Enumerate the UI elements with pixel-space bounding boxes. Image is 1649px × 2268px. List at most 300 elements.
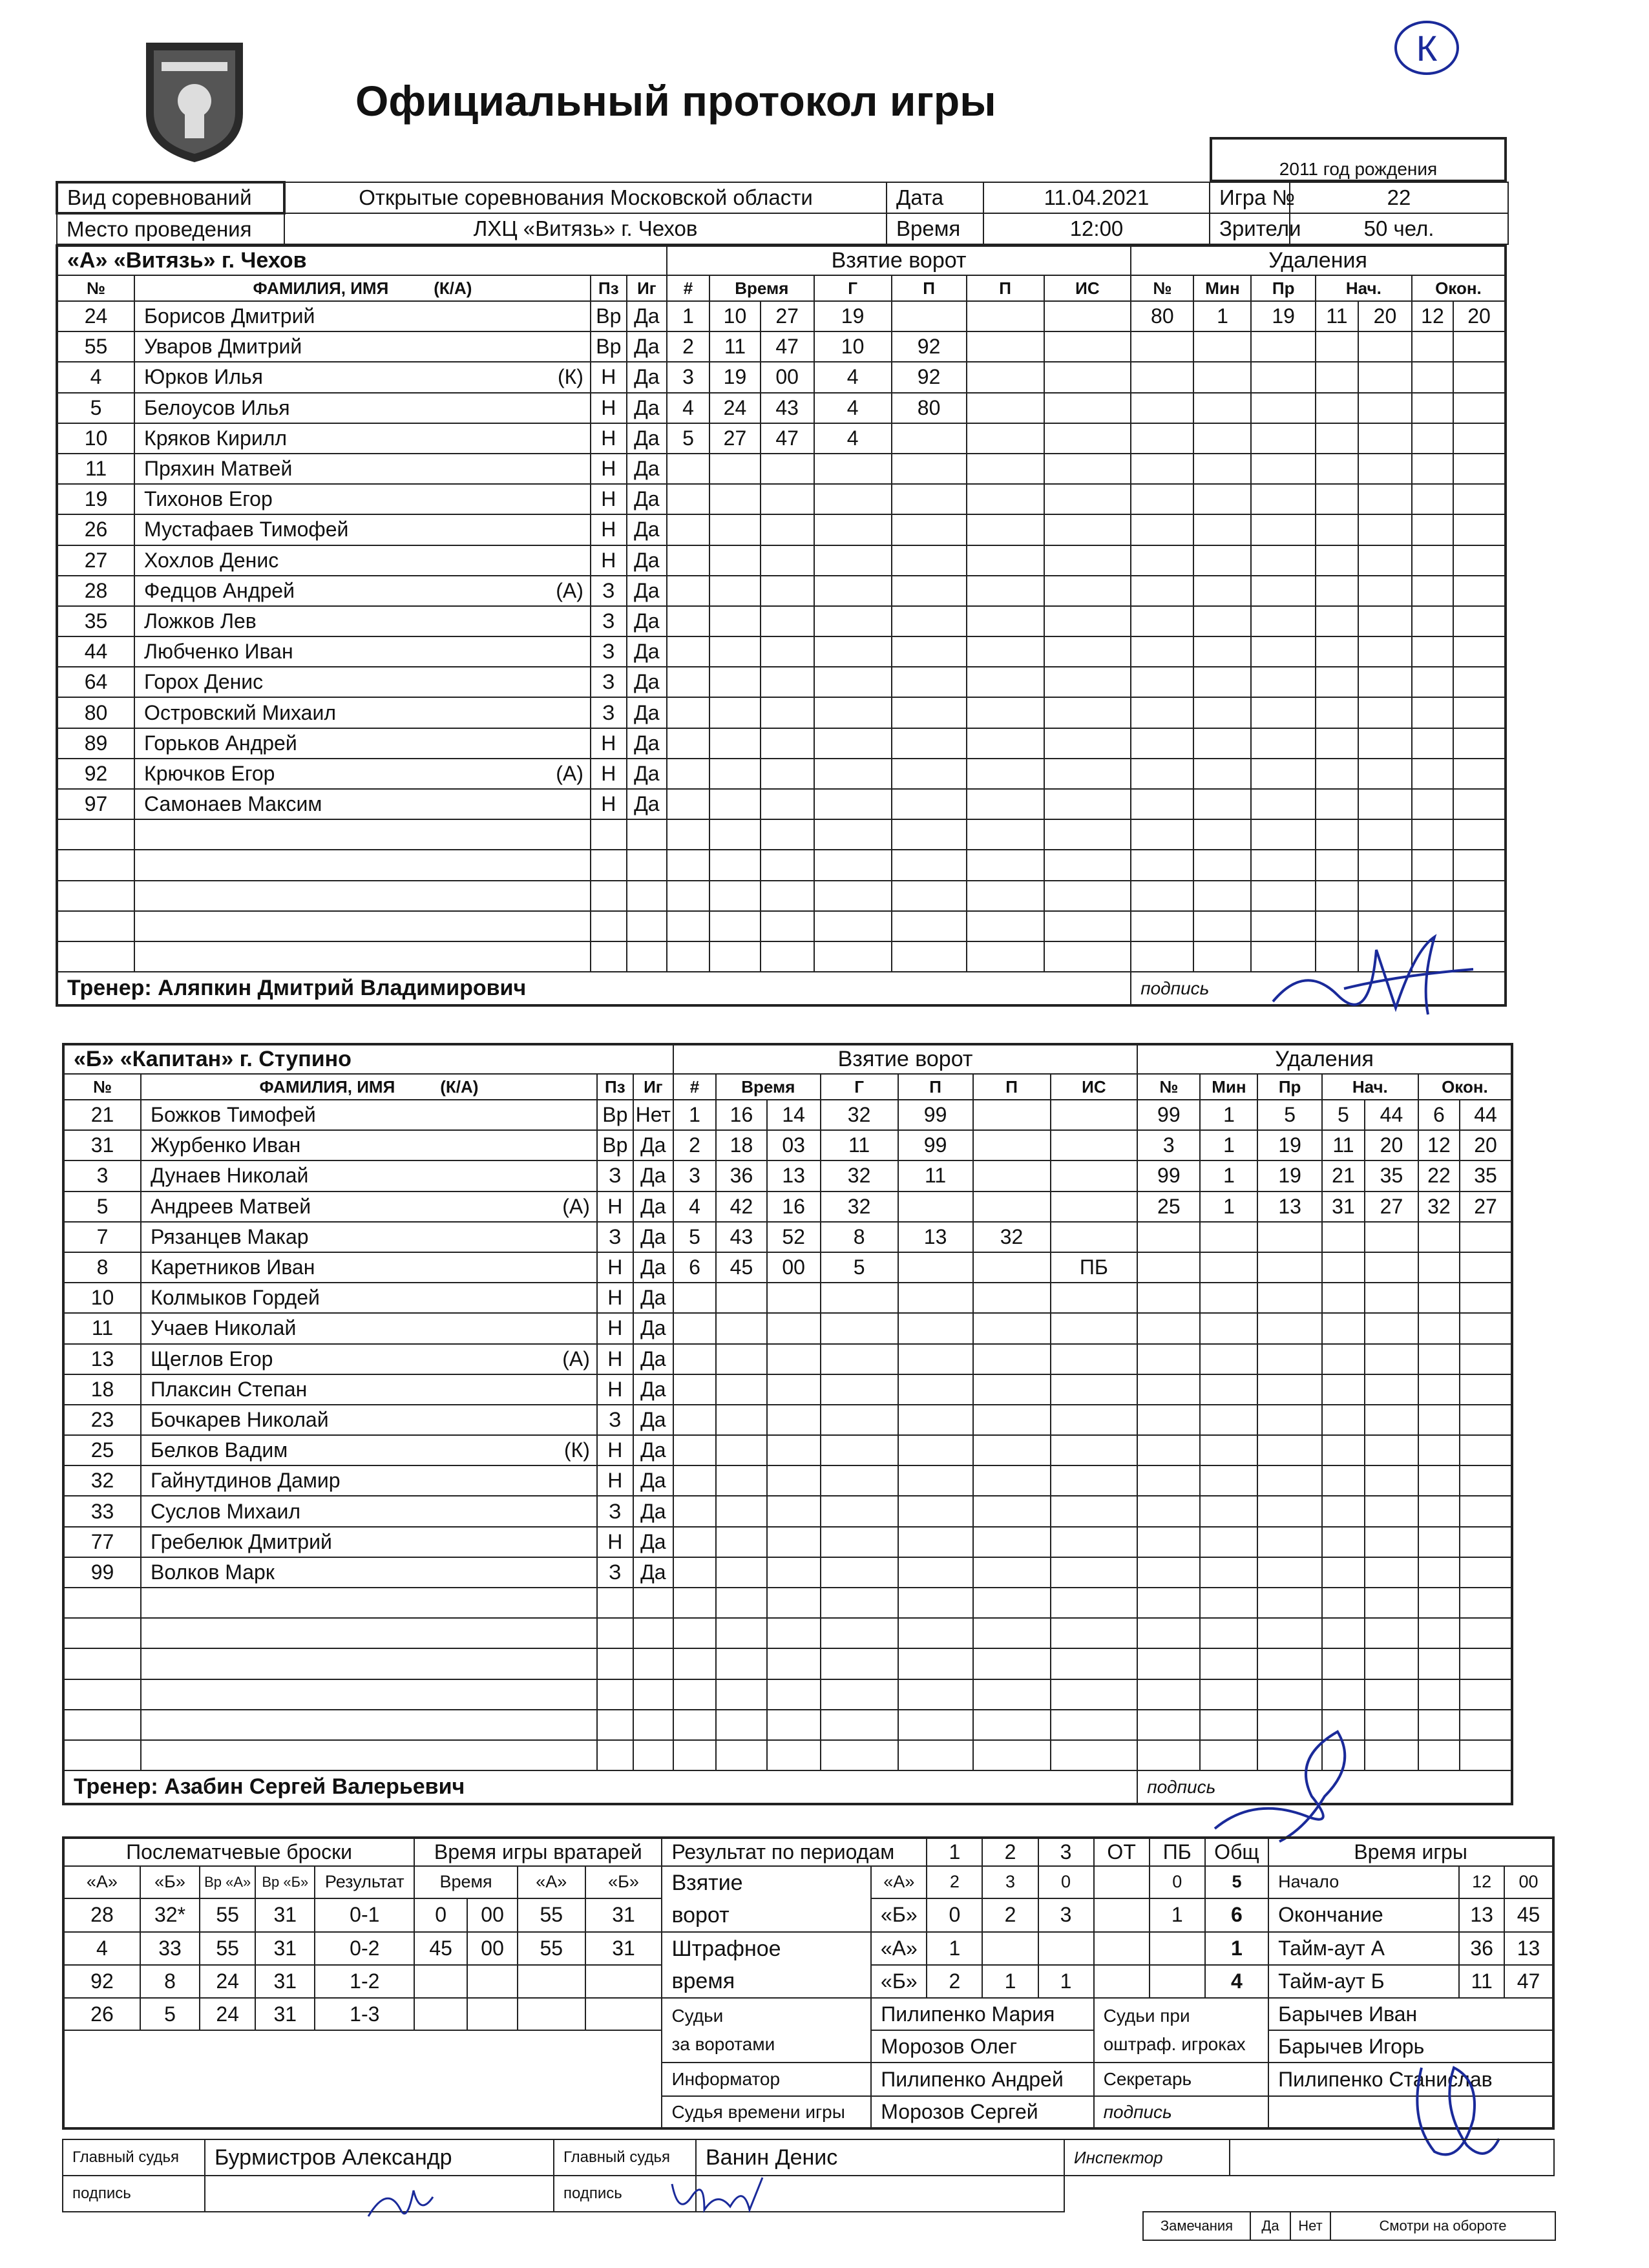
player-position: Н (597, 1192, 633, 1222)
goal-number (673, 1527, 716, 1557)
timeout-a-label: Тайм-аут А (1268, 1932, 1459, 1965)
player-name-text: Белков Вадим (151, 1438, 288, 1462)
gt-blank-1 (414, 1965, 467, 1998)
col-name (141, 1074, 597, 1100)
col-no: № (63, 1074, 141, 1100)
goal-scorer (814, 454, 892, 484)
so-1-gka: 55 (200, 1898, 255, 1932)
goal-assist-2 (973, 1374, 1051, 1405)
goal-situation (1051, 1344, 1138, 1374)
penalty-player (1131, 941, 1193, 972)
goal-min (709, 911, 761, 941)
player-number: 4 (57, 362, 134, 392)
timeout-a-m: 36 (1459, 1932, 1504, 1965)
penalty-min (1193, 697, 1251, 728)
penalty-player (1137, 1222, 1200, 1252)
goal-assist-2 (973, 1527, 1051, 1557)
goal-assist-1 (892, 911, 967, 941)
goal-scorer (821, 1313, 898, 1343)
penalty-start-min: 11 (1316, 301, 1358, 331)
player-number: 19 (57, 484, 134, 514)
goal-assist-1 (898, 1679, 973, 1710)
team-a-row (57, 819, 1506, 850)
goal-assist-1 (892, 484, 967, 514)
goal-number (667, 728, 709, 759)
penalty-end-sec (1453, 759, 1506, 789)
so-1-b: 32* (140, 1898, 200, 1932)
goal-number (667, 911, 709, 941)
player-played: Да (633, 1465, 673, 1496)
player-position (597, 1588, 633, 1618)
player-name-text: Андреев Матвей (151, 1194, 311, 1218)
gt-blank-4 (585, 1965, 662, 1998)
player-number (63, 1679, 141, 1710)
goal-scorer: 11 (821, 1130, 898, 1160)
goal-assist-2 (967, 759, 1044, 789)
player-name-text: Гребелюк Дмитрий (151, 1529, 332, 1553)
penalty-player (1131, 454, 1193, 484)
goal-number (673, 1283, 716, 1313)
pim-b-pb (1150, 1965, 1205, 1998)
team-a-row (57, 545, 1506, 576)
goal-situation (1044, 789, 1131, 819)
date-label: Дата (887, 182, 983, 213)
penalty-reason (1257, 1527, 1321, 1557)
team-a-penalties-title: Удаления (1131, 246, 1506, 275)
goal-assist-2 (967, 636, 1044, 667)
pim-b-2: 1 (982, 1965, 1038, 1998)
player-number: 8 (63, 1252, 141, 1283)
penalty-start-sec (1358, 697, 1412, 728)
penalty-start-min (1316, 697, 1358, 728)
player-name-text: Борисов Дмитрий (144, 304, 315, 328)
pim-b-total: 4 (1205, 1965, 1268, 1998)
goal-scorer: 32 (821, 1160, 898, 1191)
penalty-min (1200, 1252, 1257, 1283)
goal-assist-2 (973, 1710, 1051, 1740)
goal-situation (1044, 667, 1131, 697)
penalty-min (1193, 606, 1251, 636)
penalty-reason (1251, 454, 1315, 484)
team-a-row (57, 850, 1506, 880)
player-position: Н (591, 759, 627, 789)
goals-team-a: «А» (871, 1866, 927, 1898)
goal-situation (1044, 911, 1131, 941)
player-played: Да (627, 759, 667, 789)
team-a-row (57, 759, 1506, 789)
player-name (141, 1192, 597, 1222)
goal-number (673, 1618, 716, 1648)
game-start-m: 00 (1504, 1866, 1553, 1898)
player-name-text: Каретников Иван (151, 1255, 315, 1279)
col-hash: # (673, 1074, 716, 1100)
penalty-start-min: 21 (1322, 1160, 1365, 1191)
penalty-end-sec (1460, 1252, 1512, 1283)
goal-assist-1 (892, 667, 967, 697)
goal-scorer (814, 484, 892, 514)
penalty-start-sec (1365, 1313, 1418, 1343)
goal-situation (1044, 819, 1131, 850)
col-time: Время (709, 275, 814, 301)
goal-sec (761, 697, 814, 728)
penalty-start-sec (1358, 606, 1412, 636)
player-position: Н (591, 789, 627, 819)
col-time: Время (716, 1074, 820, 1100)
penalty-end-sec: 20 (1453, 301, 1506, 331)
penalty-start-min (1316, 606, 1358, 636)
penalty-end-sec: 20 (1460, 1130, 1512, 1160)
goal-sec (767, 1496, 821, 1526)
player-position: Н (597, 1465, 633, 1496)
goal-assist-2 (973, 1405, 1051, 1435)
player-position: Н (597, 1313, 633, 1343)
goal-sec: 47 (761, 331, 814, 362)
penalty-end-sec (1453, 789, 1506, 819)
penalty-start-sec (1365, 1496, 1418, 1526)
penalty-reason: 19 (1257, 1160, 1321, 1191)
pim-a-2 (982, 1932, 1038, 1965)
goal-number (667, 941, 709, 972)
penalty-end-sec (1460, 1679, 1512, 1710)
player-position (591, 881, 627, 911)
goal-number (673, 1679, 716, 1710)
col-no: № (57, 275, 134, 301)
goal-assist-2 (967, 697, 1044, 728)
inspector-box (1064, 2139, 1555, 2176)
penalty-reason (1251, 697, 1315, 728)
player-name-text: Суслов Михаил (151, 1499, 301, 1523)
player-name (141, 1679, 597, 1710)
goal-situation (1051, 1496, 1138, 1526)
goal-assist-2 (973, 1192, 1051, 1222)
penalty-start-sec (1365, 1252, 1418, 1283)
head-ref-2-signature (666, 2171, 769, 2226)
goal-min: 10 (709, 301, 761, 331)
goal-assist-2 (967, 728, 1044, 759)
player-role: (А) (562, 1194, 590, 1218)
goalie-col-time: Время (414, 1866, 518, 1898)
col-pr: Пр (1251, 275, 1315, 301)
player-position: З (591, 667, 627, 697)
penalty-start-sec (1358, 850, 1412, 880)
goal-min (716, 1496, 767, 1526)
penalty-end-min (1418, 1740, 1460, 1770)
player-number: 33 (63, 1496, 141, 1526)
goal-sec (761, 636, 814, 667)
goal-scorer (814, 636, 892, 667)
goal-min: 45 (716, 1252, 767, 1283)
goal-number: 3 (667, 362, 709, 392)
player-number: 11 (63, 1313, 141, 1343)
player-position: Н (597, 1527, 633, 1557)
gt-blank-2 (467, 1965, 518, 1998)
player-name-text: Тихонов Егор (144, 487, 273, 511)
goal-situation (1051, 1405, 1138, 1435)
penalty-start-min (1322, 1648, 1365, 1679)
goal-scorer: 10 (814, 331, 892, 362)
timeout-a-s: 13 (1504, 1932, 1553, 1965)
player-name-text: Любченко Иван (144, 640, 293, 664)
penalty-min (1193, 545, 1251, 576)
goals-label-1: Взятие (671, 1871, 743, 1895)
goal-assist-2 (973, 1648, 1051, 1679)
player-name (134, 850, 591, 880)
player-played: Да (633, 1252, 673, 1283)
gt-1-a: 55 (518, 1898, 585, 1932)
player-number: 25 (63, 1435, 141, 1465)
head-referees (62, 2139, 1065, 2212)
goal-situation (1051, 1130, 1138, 1160)
penalty-reason (1257, 1374, 1321, 1405)
goal-sec (767, 1527, 821, 1557)
player-role: (К) (557, 365, 583, 389)
penalty-player (1137, 1557, 1200, 1588)
penalty-start-sec (1358, 759, 1412, 789)
goal-min: 24 (709, 393, 761, 423)
player-name-text: Пряхин Матвей (144, 457, 293, 481)
player-position: Н (591, 545, 627, 576)
player-name (141, 1557, 597, 1588)
penalty-end-sec (1453, 576, 1506, 606)
penalty-start-min (1322, 1344, 1365, 1374)
penalty-start-min (1316, 759, 1358, 789)
goal-number (673, 1435, 716, 1465)
informer: Пилипенко Андрей (871, 2063, 1093, 2096)
team-b-row (63, 1527, 1512, 1557)
penalty-end-min (1412, 362, 1453, 392)
goals-b-2: 2 (982, 1898, 1038, 1932)
gt-2-b: 31 (585, 1932, 662, 1965)
penalty-player (1131, 514, 1193, 545)
goal-min (716, 1405, 767, 1435)
goal-scorer (814, 697, 892, 728)
penalty-judge-2: Барычев Игорь (1268, 2030, 1553, 2063)
player-position: З (597, 1496, 633, 1526)
goal-assist-2 (967, 789, 1044, 819)
goal-sec (761, 454, 814, 484)
penalty-min (1193, 514, 1251, 545)
goal-assist-2 (973, 1435, 1051, 1465)
penalty-player (1137, 1435, 1200, 1465)
goal-situation (1051, 1679, 1138, 1710)
player-played: Да (627, 454, 667, 484)
goal-scorer (821, 1496, 898, 1526)
goal-sec (761, 881, 814, 911)
player-number: 11 (57, 454, 134, 484)
player-name (134, 819, 591, 850)
penalty-start-min (1322, 1252, 1365, 1283)
penalty-start-min (1322, 1374, 1365, 1405)
player-number (63, 1648, 141, 1679)
penalty-reason (1257, 1283, 1321, 1313)
goal-assist-1 (892, 636, 967, 667)
goal-sec: 13 (767, 1160, 821, 1191)
player-position (597, 1679, 633, 1710)
penalty-start-min (1322, 1557, 1365, 1588)
penalty-reason (1251, 484, 1315, 514)
goal-situation (1044, 850, 1131, 880)
goal-sec (767, 1710, 821, 1740)
player-position: Н (591, 514, 627, 545)
penalty-end-min (1412, 514, 1453, 545)
penalty-end-min (1418, 1435, 1460, 1465)
goal-number: 2 (673, 1130, 716, 1160)
player-played: Да (627, 667, 667, 697)
team-a-row (57, 454, 1506, 484)
penalty-min (1200, 1648, 1257, 1679)
gt-2-sec: 00 (467, 1932, 518, 1965)
penalty-end-min (1418, 1465, 1460, 1496)
goal-assist-1 (892, 850, 967, 880)
player-name (134, 667, 591, 697)
penalty-start-min (1322, 1405, 1365, 1435)
penalty-player (1131, 331, 1193, 362)
player-name-text: Горох Денис (144, 670, 264, 694)
goal-min (709, 514, 761, 545)
head-ref-sign-label-2: подпись (554, 2176, 696, 2212)
player-position (591, 911, 627, 941)
gt-2-min: 45 (414, 1932, 467, 1965)
penalty-end-min (1418, 1252, 1460, 1283)
penalty-end-min (1412, 667, 1453, 697)
penalty-start-min (1322, 1679, 1365, 1710)
penalty-player (1131, 636, 1193, 667)
goal-situation (1051, 1527, 1138, 1557)
penalty-start-min (1316, 331, 1358, 362)
goal-assist-1 (892, 789, 967, 819)
player-played: Да (627, 789, 667, 819)
goal-sec: 52 (767, 1222, 821, 1252)
player-name (141, 1313, 597, 1343)
head-ref-1-signature (362, 2178, 439, 2232)
player-played (633, 1618, 673, 1648)
goals-b-pb: 1 (1150, 1898, 1205, 1932)
penalty-start-min (1316, 362, 1358, 392)
player-name (141, 1252, 597, 1283)
goal-number (667, 514, 709, 545)
goal-assist-1 (898, 1252, 973, 1283)
goal-sec: 27 (761, 301, 814, 331)
player-played (627, 941, 667, 972)
goal-min: 19 (709, 362, 761, 392)
so-3-res: 1-2 (315, 1965, 414, 1998)
penalty-start-min (1316, 484, 1358, 514)
goal-situation (1051, 1588, 1138, 1618)
player-played (633, 1740, 673, 1770)
period-col-2: 2 (982, 1838, 1038, 1866)
team-b-row (63, 1160, 1512, 1191)
goal-scorer: 4 (814, 423, 892, 454)
so-4-gkb: 31 (255, 1998, 315, 2030)
goal-situation (1051, 1374, 1138, 1405)
goal-assist-1 (898, 1527, 973, 1557)
penalty-start-min (1316, 545, 1358, 576)
player-number: 32 (63, 1465, 141, 1496)
penalty-min (1193, 819, 1251, 850)
goal-sec: 16 (767, 1192, 821, 1222)
player-number: 80 (57, 697, 134, 728)
goal-assist-1 (898, 1344, 973, 1374)
team-b-signature-label: подпись (1137, 1770, 1512, 1804)
penalty-start-sec (1365, 1374, 1418, 1405)
penalty-start-min (1322, 1283, 1365, 1313)
penalty-start-sec (1365, 1344, 1418, 1374)
remarks-no[interactable]: Нет (1290, 2212, 1330, 2240)
player-position: З (597, 1557, 633, 1588)
goal-min (709, 576, 761, 606)
goal-scorer (814, 881, 892, 911)
goal-judge-2: Морозов Олег (871, 2030, 1093, 2063)
goal-number (667, 484, 709, 514)
penalty-start-sec (1365, 1588, 1418, 1618)
player-position: Вр (597, 1100, 633, 1130)
goal-number (667, 454, 709, 484)
penalty-end-min (1412, 850, 1453, 880)
col-p1: П (898, 1074, 973, 1100)
goal-situation (1051, 1740, 1138, 1770)
shootout-col-gk-b: Вр «Б» (255, 1866, 315, 1898)
player-position: Н (591, 393, 627, 423)
player-name (141, 1710, 597, 1740)
goal-judge-1: Пилипенко Мария (871, 1998, 1093, 2030)
so-3-b: 8 (140, 1965, 200, 1998)
penalty-reason (1257, 1465, 1321, 1496)
date: 11.04.2021 (983, 182, 1210, 213)
player-name (134, 789, 591, 819)
penalty-judges-label-2: оштраф. игроках (1103, 2034, 1246, 2054)
head-ref-label-2: Главный судья (554, 2139, 696, 2176)
penalty-start-sec (1358, 362, 1412, 392)
goal-situation (1044, 576, 1131, 606)
col-pz: Пз (597, 1074, 633, 1100)
player-name-text: Мустафаев Тимофей (144, 518, 349, 541)
penalty-reason (1251, 331, 1315, 362)
player-position (591, 819, 627, 850)
penalty-end-sec (1453, 667, 1506, 697)
penalty-end-min (1418, 1527, 1460, 1557)
penalty-start-min (1322, 1465, 1365, 1496)
goal-situation (1044, 393, 1131, 423)
col-name-label: ФАМИЛИЯ, ИМЯ (259, 1076, 395, 1097)
col-start: Нач. (1322, 1074, 1418, 1100)
timekeeper-label: Судья времени игры (662, 2096, 871, 2128)
goal-situation (1044, 881, 1131, 911)
goal-situation (1051, 1313, 1138, 1343)
col-g: Г (814, 275, 892, 301)
remarks-yes[interactable]: Да (1250, 2212, 1290, 2240)
col-p1: П (892, 275, 967, 301)
goal-number (673, 1740, 716, 1770)
goal-sec: 03 (767, 1130, 821, 1160)
goal-sec (761, 850, 814, 880)
goal-sec (767, 1405, 821, 1435)
team-a-signature-label: подпись (1131, 972, 1506, 1005)
penalty-min: 1 (1200, 1160, 1257, 1191)
shootout-col-b: «Б» (140, 1866, 200, 1898)
goal-scorer (821, 1344, 898, 1374)
shootout-col-a: «А» (63, 1866, 140, 1898)
goal-sec (767, 1374, 821, 1405)
period-col-3: 3 (1038, 1838, 1094, 1866)
goal-number (673, 1405, 716, 1435)
team-b-row (63, 1192, 1512, 1222)
goal-number: 3 (673, 1160, 716, 1191)
goal-assist-1 (898, 1435, 973, 1465)
goal-min: 42 (716, 1192, 767, 1222)
col-ka-label: (К/А) (440, 1076, 479, 1097)
penalty-start-min (1316, 454, 1358, 484)
player-number: 28 (57, 576, 134, 606)
